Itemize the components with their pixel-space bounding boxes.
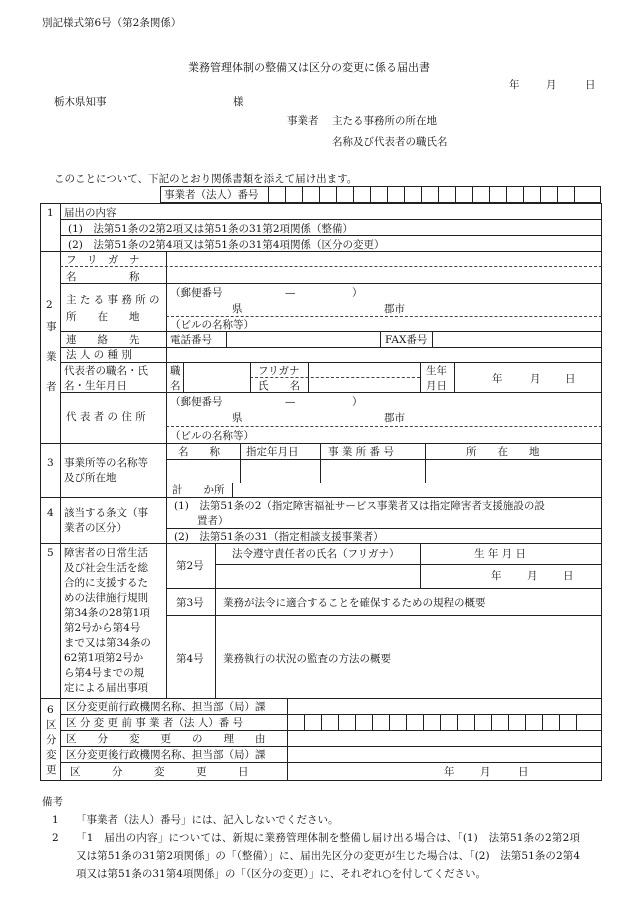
- rep-prefecture-label: 県: [232, 412, 243, 424]
- birth-month-label: 月: [530, 373, 541, 385]
- rep-city-label: 郡市: [384, 412, 405, 424]
- date-year-label: 年: [509, 79, 520, 91]
- section5-label-line-2: 及び社会生活を総: [64, 562, 148, 574]
- contact-label: 連 絡 先: [66, 334, 140, 346]
- business-name-field[interactable]: [168, 267, 600, 282]
- section2-side-char-2: 業: [46, 351, 57, 363]
- corp-type-field[interactable]: [168, 348, 600, 361]
- office-address-label-2: 所 在 地: [66, 311, 140, 323]
- intro-text: このことについて、下記のとおり関係書類を添えて届け出ます。: [54, 173, 358, 185]
- notes-heading: 備考: [42, 796, 63, 808]
- page-title: 業務管理体制の整備又は区分の変更に係る届出書: [188, 61, 430, 74]
- office-number-field[interactable]: [322, 460, 423, 482]
- section5-label-line-3: 合的に支援するた: [64, 577, 148, 589]
- section2-side-char-1: 事: [46, 321, 57, 333]
- note1-text: 「事業者（法人）番号」には、記入しないでください。: [76, 814, 339, 826]
- section5-number: 5: [47, 547, 54, 559]
- corp-type-label: 法 人 の 種 別: [66, 349, 132, 361]
- rep-address-label: 代 表 者 の 住 所: [66, 411, 146, 423]
- birth-day-label: 日: [565, 373, 576, 385]
- section1-option1[interactable]: (1) 法第51条の2第2項又は第51条の31第2項関係（整備）: [68, 223, 353, 235]
- recipient: 栃木県知事: [54, 96, 107, 108]
- rep-postal-dash: —: [285, 396, 296, 408]
- col-office-number: 事 業 所 番 号: [328, 446, 394, 458]
- section6-year-label: 年: [444, 766, 455, 778]
- main-table: [40, 203, 602, 781]
- section6-char-1: 6: [47, 704, 54, 716]
- section5-label-line-5: 第34条の28第1項: [64, 607, 150, 619]
- section4-number: 4: [47, 507, 54, 519]
- section1-number: 1: [47, 207, 54, 219]
- applicant-label: 事業者: [287, 115, 319, 127]
- date-month-label: 月: [546, 79, 557, 91]
- item2-year-label: 年: [491, 570, 502, 582]
- name-representative-label: 名称及び代表者の職氏名: [332, 136, 448, 148]
- office-address-label-1: 主 た る 事 務 所 の: [66, 294, 160, 306]
- rep-label-1: 代表者の職名・氏: [64, 365, 148, 377]
- section5-label-line-6: 第2号から第4号: [64, 622, 141, 634]
- office-address-label: 主たる事務所の所在地: [332, 115, 437, 127]
- note1-number: 1: [52, 814, 59, 826]
- section6-char-3: 分: [46, 734, 57, 746]
- col-designation-date: 指定年月日: [246, 446, 299, 458]
- section1-label: 届出の内容: [64, 207, 117, 219]
- birth-label-2: 月日: [426, 380, 447, 392]
- recipient-suffix: 様: [233, 96, 244, 108]
- section4-option2[interactable]: (2) 法第51条の31（指定相談支援事業者）: [174, 531, 384, 543]
- section3-label-1: 事業所等の名称等: [64, 457, 148, 469]
- position-label-1: 職: [170, 365, 181, 377]
- postal-close: ）: [352, 287, 363, 299]
- item4-text: 業務執行の状況の監査の方法の概要: [223, 653, 391, 665]
- item3-label: 第3号: [176, 597, 204, 609]
- rep-building-label: （ビルの名称等）: [170, 430, 254, 442]
- note2-number: 2: [52, 832, 59, 844]
- section1-option2[interactable]: (2) 法第51条の2第4項又は第51条の31第4項関係（区分の変更）: [68, 239, 385, 251]
- office-total-label: 計 か所: [172, 484, 225, 496]
- city-label: 郡市: [384, 303, 405, 315]
- position-label-2: 名: [170, 380, 181, 392]
- section6-char-4: 変: [46, 749, 57, 761]
- section5-label-line-8: 62第1項第2号か: [64, 652, 144, 664]
- rep-postal-label: （郵便番号: [170, 396, 223, 408]
- section5-label-line-9: ら第4号までの規: [64, 667, 145, 679]
- note2-text: 「1 届出の内容」については、新規に業務管理体制を整備し届け出る場合は、「(1) 法第51条の2第2項又は第51条の31第2項関係」の「（整備）」に、届出先区分の変更が生じた場合は、「(2) 法第51条の2第4項又は第51条の31第4項関係」の「（区分の変更）」に、それぞれ○を付してください。: [76, 832, 580, 880]
- rep-furigana-label: フリガナ: [258, 365, 300, 377]
- furigana-field[interactable]: [168, 252, 600, 265]
- section6-char-5: 更: [46, 764, 57, 776]
- section6-day-label: 日: [518, 766, 529, 778]
- section6-row4-label: 区分変更後行政機関名称、担当部（局）課: [66, 749, 266, 761]
- section5-label-line-7: まで又は第34条の: [64, 637, 151, 649]
- section4-label-1: 該当する条文（事: [64, 507, 148, 519]
- section6-row2-label: 区 分 変 更 前 事 業 者（法 人）番 号: [66, 717, 244, 729]
- item2-birth-label: 生 年 月 日: [474, 548, 527, 560]
- fax-label: FAX番号: [385, 334, 428, 346]
- rep-name-label: 氏 名: [258, 380, 300, 392]
- section6-row1-label: 区分変更前行政機関名称、担当部（局）課: [66, 701, 266, 713]
- designation-date-field[interactable]: [242, 460, 318, 482]
- compliance-officer-name-field[interactable]: [217, 565, 418, 587]
- section4-label-2: 業者の区分）: [64, 522, 127, 534]
- section3-number: 3: [47, 457, 54, 469]
- business-number-label: 事業者（法人）番号: [164, 189, 259, 201]
- fax-field[interactable]: [433, 332, 600, 346]
- form-number: 別記様式第6号（第2条関係）: [42, 17, 182, 29]
- phone-field[interactable]: [227, 332, 379, 346]
- section4-option1-line1[interactable]: (1) 法第51条の2（指定障害福祉サービス事業者又は指定障害者支援施設の設: [174, 500, 545, 512]
- rep-position-field[interactable]: [184, 363, 249, 391]
- section6-row5-label: 区 分 変 更 日: [70, 766, 249, 778]
- location-field[interactable]: [427, 460, 600, 482]
- item2-month-label: 月: [527, 570, 538, 582]
- section4-option1-line2: 置者）: [197, 515, 229, 527]
- section2-number: 2: [46, 299, 53, 311]
- section5-label-line-10: 定による届出事項: [64, 682, 148, 694]
- section3-label-2: 及び所在地: [64, 472, 117, 484]
- col-office-name: 名 称: [178, 446, 220, 458]
- item4-label: 第4号: [176, 653, 204, 665]
- birth-label-1: 生年: [426, 365, 447, 377]
- office-name-field[interactable]: [168, 460, 238, 482]
- section5-label-line-4: めの法律施行規則: [64, 592, 148, 604]
- section6-month-label: 月: [480, 766, 491, 778]
- item2-name-label: 法令遵守責任者の氏名（フリガナ）: [232, 548, 400, 560]
- section2-side-char-3: 者: [46, 381, 57, 393]
- name-label: 名 称: [66, 271, 140, 283]
- rep-postal-close: ）: [352, 396, 363, 408]
- rep-label-2: 名・生年月日: [64, 380, 127, 392]
- phone-label: 電話番号: [170, 334, 212, 346]
- date-day-label: 日: [585, 79, 596, 91]
- building-label: （ビルの名称等）: [170, 319, 254, 331]
- postal-label: （郵便番号: [170, 287, 223, 299]
- prefecture-label: 県: [232, 303, 243, 315]
- item2-day-label: 日: [563, 570, 574, 582]
- item3-text: 業務が法令に適合することを確保するための規程の概要: [223, 597, 486, 609]
- birth-year-label: 年: [492, 373, 503, 385]
- furigana-label: フ リ ガ ナ: [66, 254, 140, 266]
- section6-row3-label: 区 分 変 更 の 理 由: [66, 733, 266, 745]
- col-location: 所 在 地: [466, 446, 540, 458]
- section5-label-line-1: 障害者の日常生活: [64, 547, 148, 559]
- postal-dash: —: [285, 287, 296, 299]
- item2-label: 第2号: [176, 560, 204, 572]
- section6-char-2: 区: [46, 719, 57, 731]
- rep-name-field[interactable]: [309, 378, 419, 391]
